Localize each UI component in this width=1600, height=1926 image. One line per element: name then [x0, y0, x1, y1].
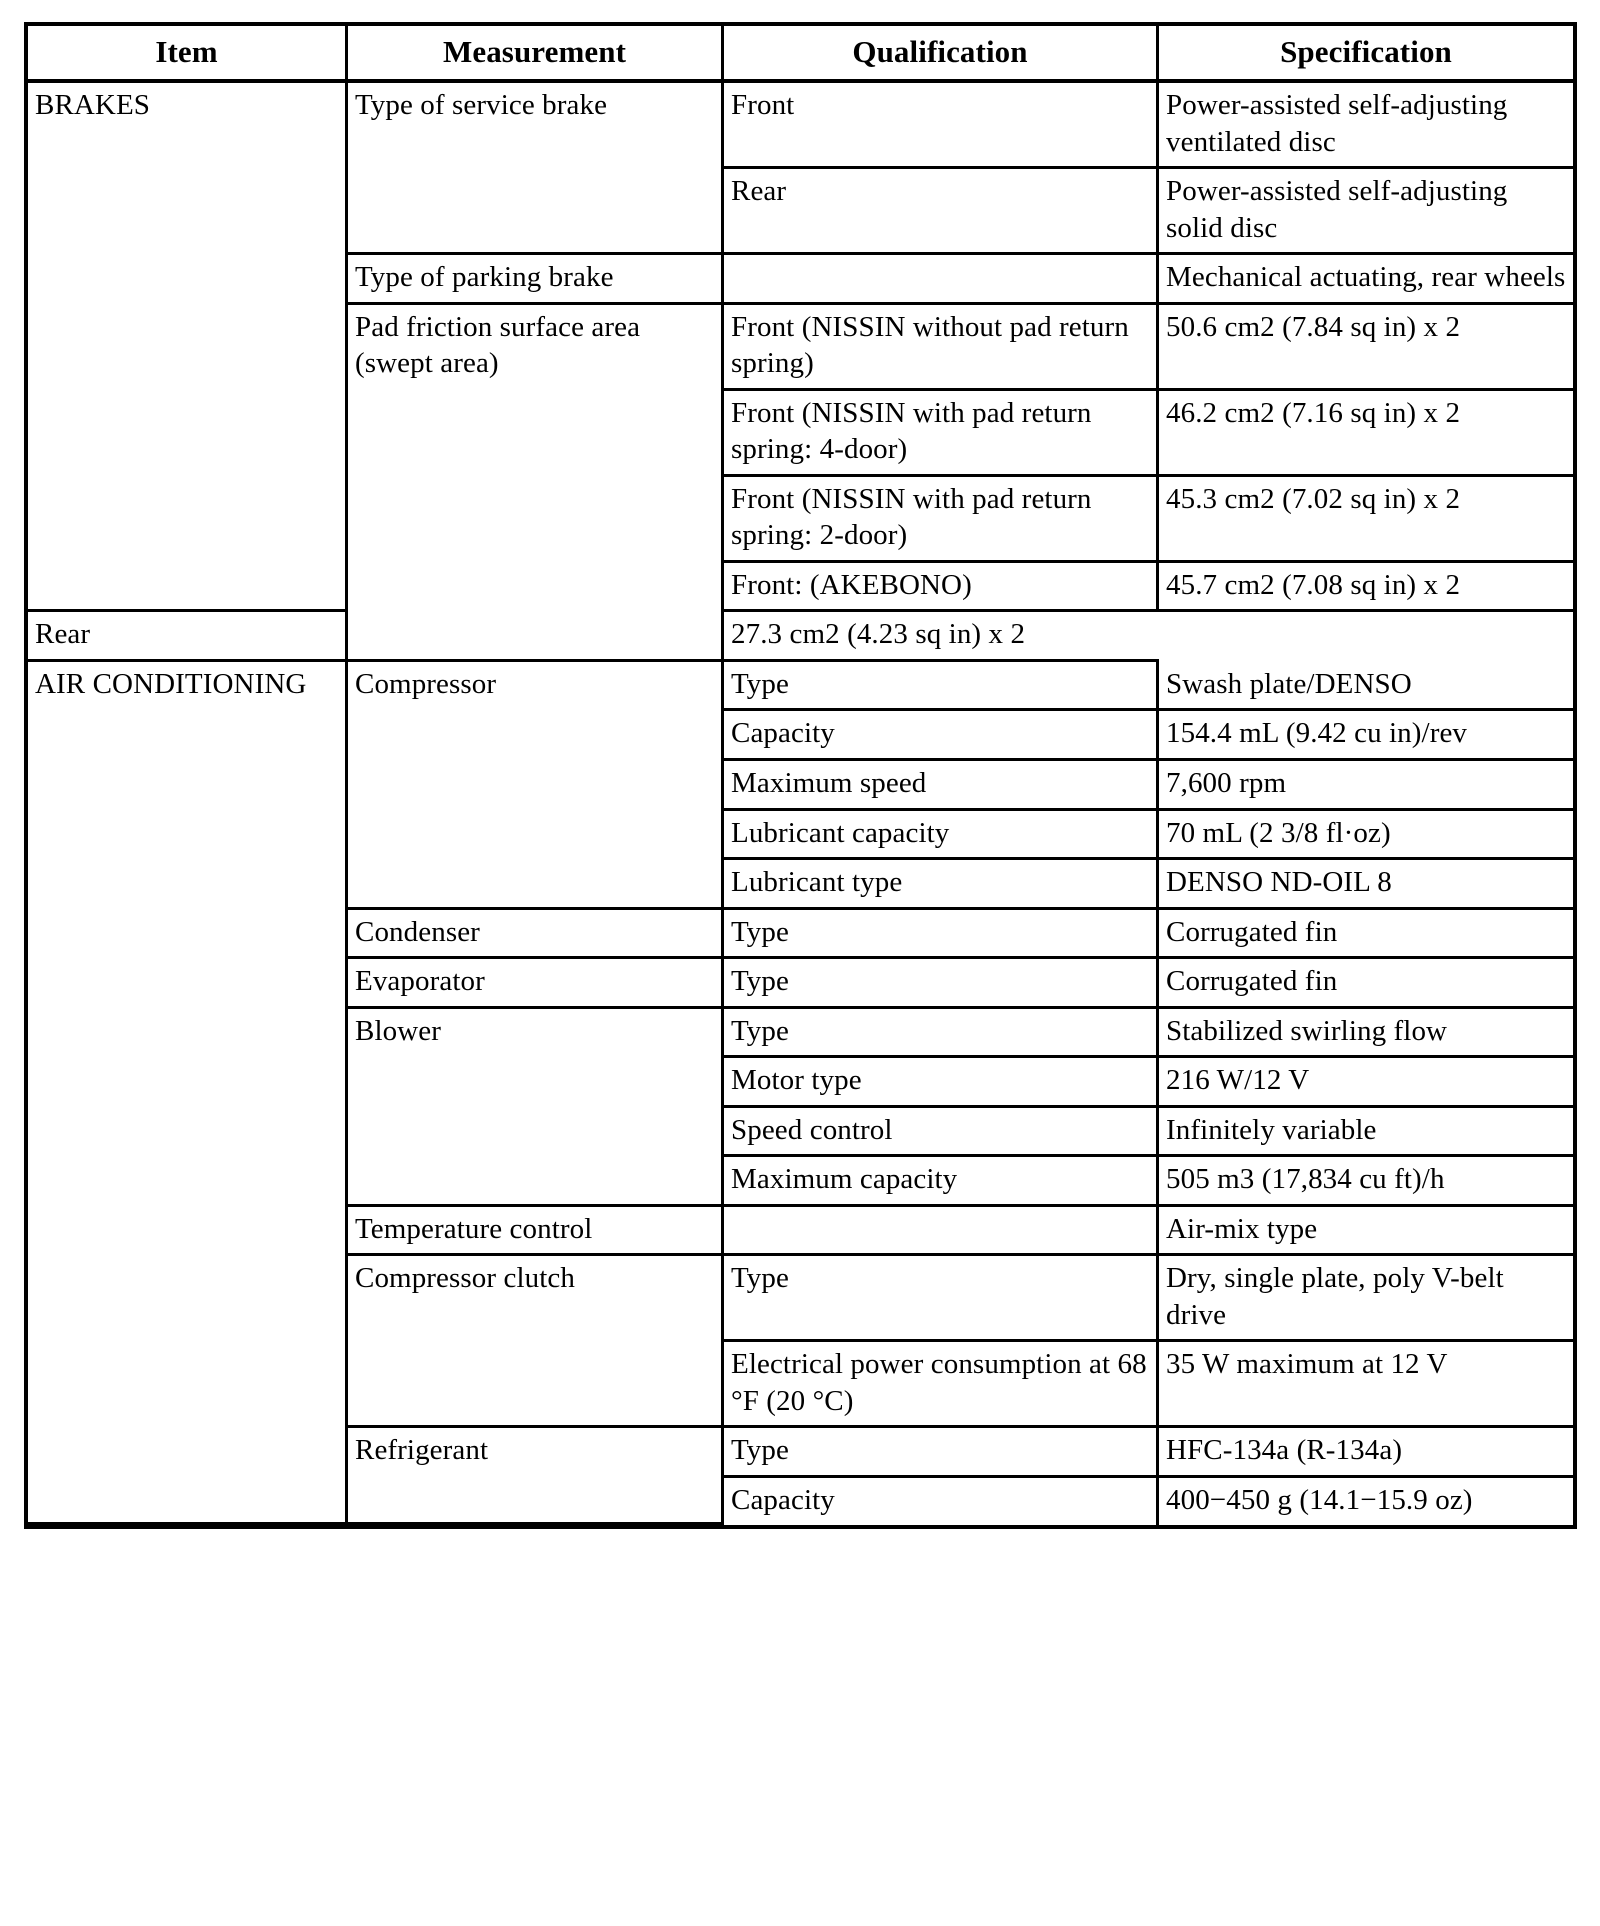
column-header-item: Item [28, 26, 348, 83]
cell-specification: Air-mix type [1159, 1207, 1573, 1257]
table-row [28, 662, 1573, 712]
cell-measurement: Refrigerant [348, 1428, 724, 1524]
cell-qualification: Capacity [724, 1478, 1159, 1525]
cell-measurement: Compressor clutch [348, 1256, 724, 1428]
cell-specification: 45.7 cm2 (7.08 sq in) x 2 [1159, 563, 1573, 613]
cell-specification: 216 W/12 V [1159, 1058, 1573, 1108]
cell-specification: Swash plate/DENSO [1159, 662, 1573, 712]
column-header-measurement: Measurement [348, 26, 724, 83]
cell-specification: 400−450 g (14.1−15.9 oz) [1166, 1483, 1473, 1516]
cell-qualification: Front [724, 83, 1159, 169]
cell-qualification: Type [724, 1256, 1159, 1342]
cell-specification: Mechanical actuating, rear wheels [1159, 255, 1573, 305]
specifications-table [24, 22, 1577, 1529]
cell-specification: Stabilized swirling flow [1159, 1009, 1573, 1059]
cell-qualification: Rear [724, 169, 1159, 255]
cell-qualification: Type [724, 1428, 1159, 1478]
cell-specification: 45.3 cm2 (7.02 sq in) x 2 [1159, 477, 1573, 563]
cell-measurement: Pad friction surface area (swept area) [348, 305, 724, 662]
cell-specification: 154.4 mL (9.42 cu in)/rev [1159, 711, 1573, 761]
cell-qualification: Type [724, 959, 1159, 1009]
cell-qualification: Rear [28, 612, 348, 662]
cell-qualification: Front: (AKEBONO) [724, 563, 1159, 613]
cell-specification: 50.6 cm2 (7.84 sq in) x 2 [1159, 305, 1573, 391]
cell-qualification: Front (NISSIN without pad return spring) [724, 305, 1159, 391]
cell-specification: 505 m3 (17,834 cu ft)/h [1159, 1157, 1573, 1207]
cell-specification: 46.2 cm2 (7.16 sq in) x 2 [1159, 391, 1573, 477]
cell-specification: Power-assisted self-adjusting solid disc [1159, 169, 1573, 255]
cell-specification: HFC-134a (R-134a) [1159, 1428, 1573, 1478]
table-row [28, 83, 1573, 169]
column-header-specification: Specification [1159, 26, 1573, 83]
table-header-row [28, 26, 1573, 83]
cell-item: BRAKES [28, 83, 348, 612]
cell-measurement: Condenser [348, 910, 724, 960]
column-header-qualification: Qualification [724, 26, 1159, 83]
cell-qualification [724, 1207, 1159, 1257]
cell-specification: Power-assisted self-adjusting ventilated disc [1159, 83, 1573, 169]
cell-qualification: Lubricant type [724, 860, 1159, 910]
cell-qualification: Electrical power consumption at 68 °F (20 °C) [724, 1342, 1159, 1428]
cell-specification: Dry, single plate, poly V-belt drive [1159, 1256, 1573, 1342]
table-body [28, 83, 1573, 1524]
cell-specification: Corrugated fin [1159, 910, 1573, 960]
cell-qualification: Type [724, 1009, 1159, 1059]
cell-qualification: Motor type [724, 1058, 1159, 1108]
cell-item: AIR CONDITIONING [28, 662, 348, 1525]
cell-measurement: Type of service brake [348, 83, 724, 255]
cell-qualification: Front (NISSIN with pad return spring: 2-door) [724, 477, 1159, 563]
cell-specification: Infinitely variable [1159, 1108, 1573, 1158]
cell-qualification: Speed control [724, 1108, 1159, 1158]
cell-specification: 7,600 rpm [1159, 761, 1573, 811]
cell-measurement: Compressor [348, 662, 724, 910]
cell-qualification: Maximum speed [724, 761, 1159, 811]
cell-qualification [724, 255, 1159, 305]
cell-measurement: Type of parking brake [348, 255, 724, 305]
cell-qualification: Capacity [724, 711, 1159, 761]
table-header [28, 26, 1573, 83]
cell-measurement: Temperature control [348, 1207, 724, 1257]
cell-specification: 27.3 cm2 (4.23 sq in) x 2 [724, 612, 1159, 662]
cell-qualification: Type [724, 662, 1159, 712]
cell-qualification: Lubricant capacity [724, 811, 1159, 861]
cell-specification: DENSO ND-OIL 8 [1159, 860, 1573, 910]
cell-specification: Corrugated fin [1159, 959, 1573, 1009]
cell-measurement: Blower [348, 1009, 724, 1207]
cell-measurement: Evaporator [348, 959, 724, 1009]
cell-qualification: Maximum capacity [724, 1157, 1159, 1207]
table-row [28, 612, 1573, 662]
cell-specification: 70 mL (2 3/8 fl·oz) [1159, 811, 1573, 861]
cell-specification: 35 W maximum at 12 V [1159, 1342, 1573, 1428]
cell-qualification: Type [724, 910, 1159, 960]
cell-qualification: Front (NISSIN with pad return spring: 4-door) [724, 391, 1159, 477]
